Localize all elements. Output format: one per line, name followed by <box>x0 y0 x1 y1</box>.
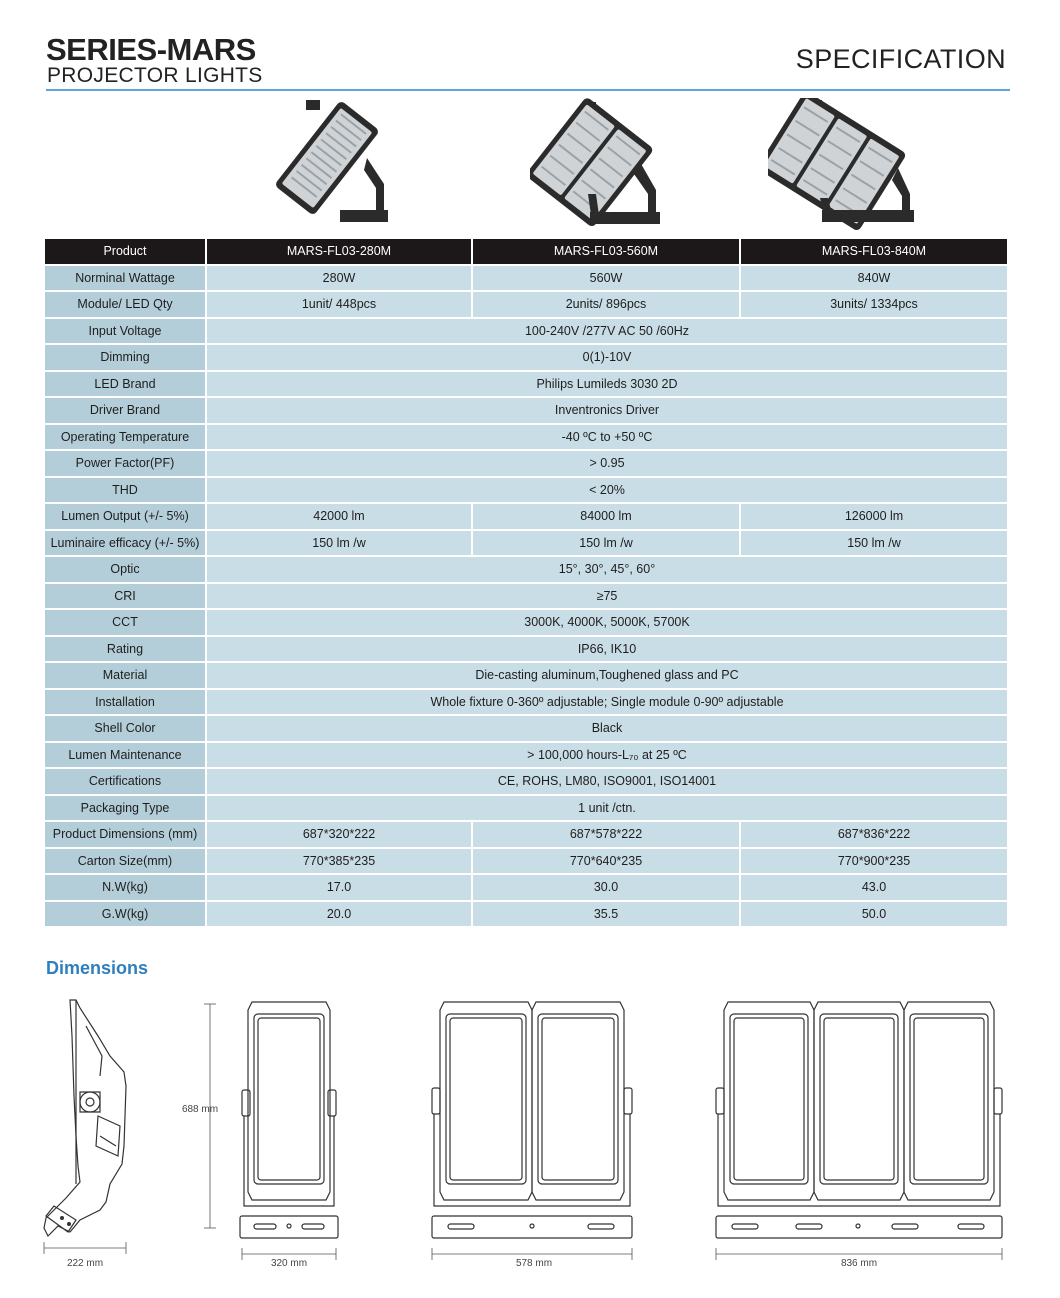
row-label: Lumen Output (+/- 5%) <box>45 503 206 530</box>
row-value: 280W <box>206 265 472 292</box>
row-value-merged: ≥75 <box>206 583 1007 610</box>
row-value: 150 lm /w <box>740 530 1007 557</box>
row-value-merged: Black <box>206 715 1007 742</box>
header-model-840m: MARS-FL03-840M <box>740 239 1007 265</box>
specification-title: SPECIFICATION <box>795 44 1006 74</box>
row-value: 150 lm /w <box>472 530 740 557</box>
table-row <box>45 583 1007 610</box>
table-row <box>45 556 1007 583</box>
row-label: Driver Brand <box>45 397 206 424</box>
row-value: 687*578*222 <box>472 821 740 848</box>
header-product: Product <box>45 239 206 265</box>
table-row <box>45 821 1007 848</box>
header-divider <box>46 89 1010 91</box>
row-value: 17.0 <box>206 874 472 901</box>
row-value: 770*900*235 <box>740 848 1007 875</box>
row-label: THD <box>45 477 206 504</box>
row-value: 35.5 <box>472 901 740 928</box>
dimensions-title: Dimensions <box>46 958 149 978</box>
row-value: 42000 lm <box>206 503 472 530</box>
header-model-280m: MARS-FL03-280M <box>206 239 472 265</box>
row-label: G.W(kg) <box>45 901 206 928</box>
row-value: 43.0 <box>740 874 1007 901</box>
row-value-merged: CE, ROHS, LM80, ISO9001, ISO14001 <box>206 768 1007 795</box>
row-value: 770*640*235 <box>472 848 740 875</box>
table-row <box>45 530 1007 557</box>
row-value-merged: -40 ºC to +50 ºC <box>206 424 1007 451</box>
row-value-merged: Die-casting aluminum,Toughened glass and PC <box>206 662 1007 689</box>
table-row <box>45 477 1007 504</box>
row-value: 1unit/ 448pcs <box>206 291 472 318</box>
row-value-merged: 3000K, 4000K, 5000K, 5700K <box>206 609 1007 636</box>
front-view-840m-drawing <box>712 996 1012 1281</box>
table-header-row <box>45 239 1007 265</box>
row-value: 560W <box>472 265 740 292</box>
front-view-560m-drawing <box>428 996 648 1281</box>
table-row <box>45 318 1007 345</box>
row-value: 50.0 <box>740 901 1007 928</box>
row-value-merged: < 20% <box>206 477 1007 504</box>
row-label: Rating <box>45 636 206 663</box>
product-image-560m <box>530 98 680 234</box>
table-row <box>45 768 1007 795</box>
table-row <box>45 874 1007 901</box>
table-row <box>45 848 1007 875</box>
row-label: Lumen Maintenance <box>45 742 206 769</box>
table-row <box>45 397 1007 424</box>
row-value-merged: 100-240V /277V AC 50 /60Hz <box>206 318 1007 345</box>
row-value: 30.0 <box>472 874 740 901</box>
table-row <box>45 636 1007 663</box>
table-row <box>45 371 1007 398</box>
side-width-label: 222 mm <box>66 1258 104 1269</box>
row-value-merged: Philips Lumileds 3030 2D <box>206 371 1007 398</box>
row-label: CRI <box>45 583 206 610</box>
row-value: 3units/ 1334pcs <box>740 291 1007 318</box>
triple-module-floodlight-icon <box>768 98 928 234</box>
width-560m-label: 578 mm <box>515 1258 553 1269</box>
row-value-merged: > 0.95 <box>206 450 1007 477</box>
row-label: N.W(kg) <box>45 874 206 901</box>
row-label: Packaging Type <box>45 795 206 822</box>
row-label: Norminal Wattage <box>45 265 206 292</box>
row-label: Certifications <box>45 768 206 795</box>
table-row <box>45 662 1007 689</box>
row-value: 2units/ 896pcs <box>472 291 740 318</box>
table-row <box>45 715 1007 742</box>
row-value: 770*385*235 <box>206 848 472 875</box>
row-value-merged: Inventronics Driver <box>206 397 1007 424</box>
row-value-merged: > 100,000 hours-L₇₀ at 25 ºC <box>206 742 1007 769</box>
row-value-merged: Whole fixture 0-360º adjustable; Single module 0-90º adjustable <box>206 689 1007 716</box>
row-value: 840W <box>740 265 1007 292</box>
row-label: CCT <box>45 609 206 636</box>
table-row <box>45 450 1007 477</box>
row-value-merged: 15°, 30°, 45°, 60° <box>206 556 1007 583</box>
table-row <box>45 609 1007 636</box>
series-subtitle: PROJECTOR LIGHTS <box>47 64 263 87</box>
table-row <box>45 689 1007 716</box>
height-label: 688 mm <box>181 1104 219 1115</box>
row-value-merged: IP66, IK10 <box>206 636 1007 663</box>
product-image-840m <box>768 98 928 234</box>
page-header <box>46 30 1010 92</box>
table-body <box>45 265 1007 928</box>
double-module-floodlight-icon <box>530 98 680 234</box>
width-280m-label: 320 mm <box>270 1258 308 1269</box>
row-label: Luminaire efficacy (+/- 5%) <box>45 530 206 557</box>
specification-table <box>45 239 1007 928</box>
row-label: Input Voltage <box>45 318 206 345</box>
row-label: Shell Color <box>45 715 206 742</box>
table-row <box>45 291 1007 318</box>
row-value: 687*836*222 <box>740 821 1007 848</box>
table-row <box>45 742 1007 769</box>
table-row <box>45 795 1007 822</box>
row-label: Power Factor(PF) <box>45 450 206 477</box>
width-840m-label: 836 mm <box>840 1258 878 1269</box>
row-label: LED Brand <box>45 371 206 398</box>
table-row <box>45 265 1007 292</box>
row-label: Product Dimensions (mm) <box>45 821 206 848</box>
row-label: Installation <box>45 689 206 716</box>
row-value-merged: 0(1)-10V <box>206 344 1007 371</box>
table-row <box>45 503 1007 530</box>
front-view-280m-drawing <box>180 996 360 1281</box>
single-module-floodlight-icon <box>272 98 412 234</box>
row-value: 687*320*222 <box>206 821 472 848</box>
side-view-drawing <box>40 996 136 1281</box>
row-value: 126000 lm <box>740 503 1007 530</box>
row-value: 150 lm /w <box>206 530 472 557</box>
row-label: Material <box>45 662 206 689</box>
row-value: 20.0 <box>206 901 472 928</box>
row-label: Carton Size(mm) <box>45 848 206 875</box>
product-image-280m <box>272 98 412 234</box>
row-value: 84000 lm <box>472 503 740 530</box>
table-row <box>45 424 1007 451</box>
row-label: Module/ LED Qty <box>45 291 206 318</box>
row-label: Dimming <box>45 344 206 371</box>
table-row <box>45 901 1007 928</box>
table-row <box>45 344 1007 371</box>
row-value-merged: 1 unit /ctn. <box>206 795 1007 822</box>
row-label: Operating Temperature <box>45 424 206 451</box>
row-label: Optic <box>45 556 206 583</box>
header-model-560m: MARS-FL03-560M <box>472 239 740 265</box>
series-title: SERIES-MARS <box>46 32 256 67</box>
